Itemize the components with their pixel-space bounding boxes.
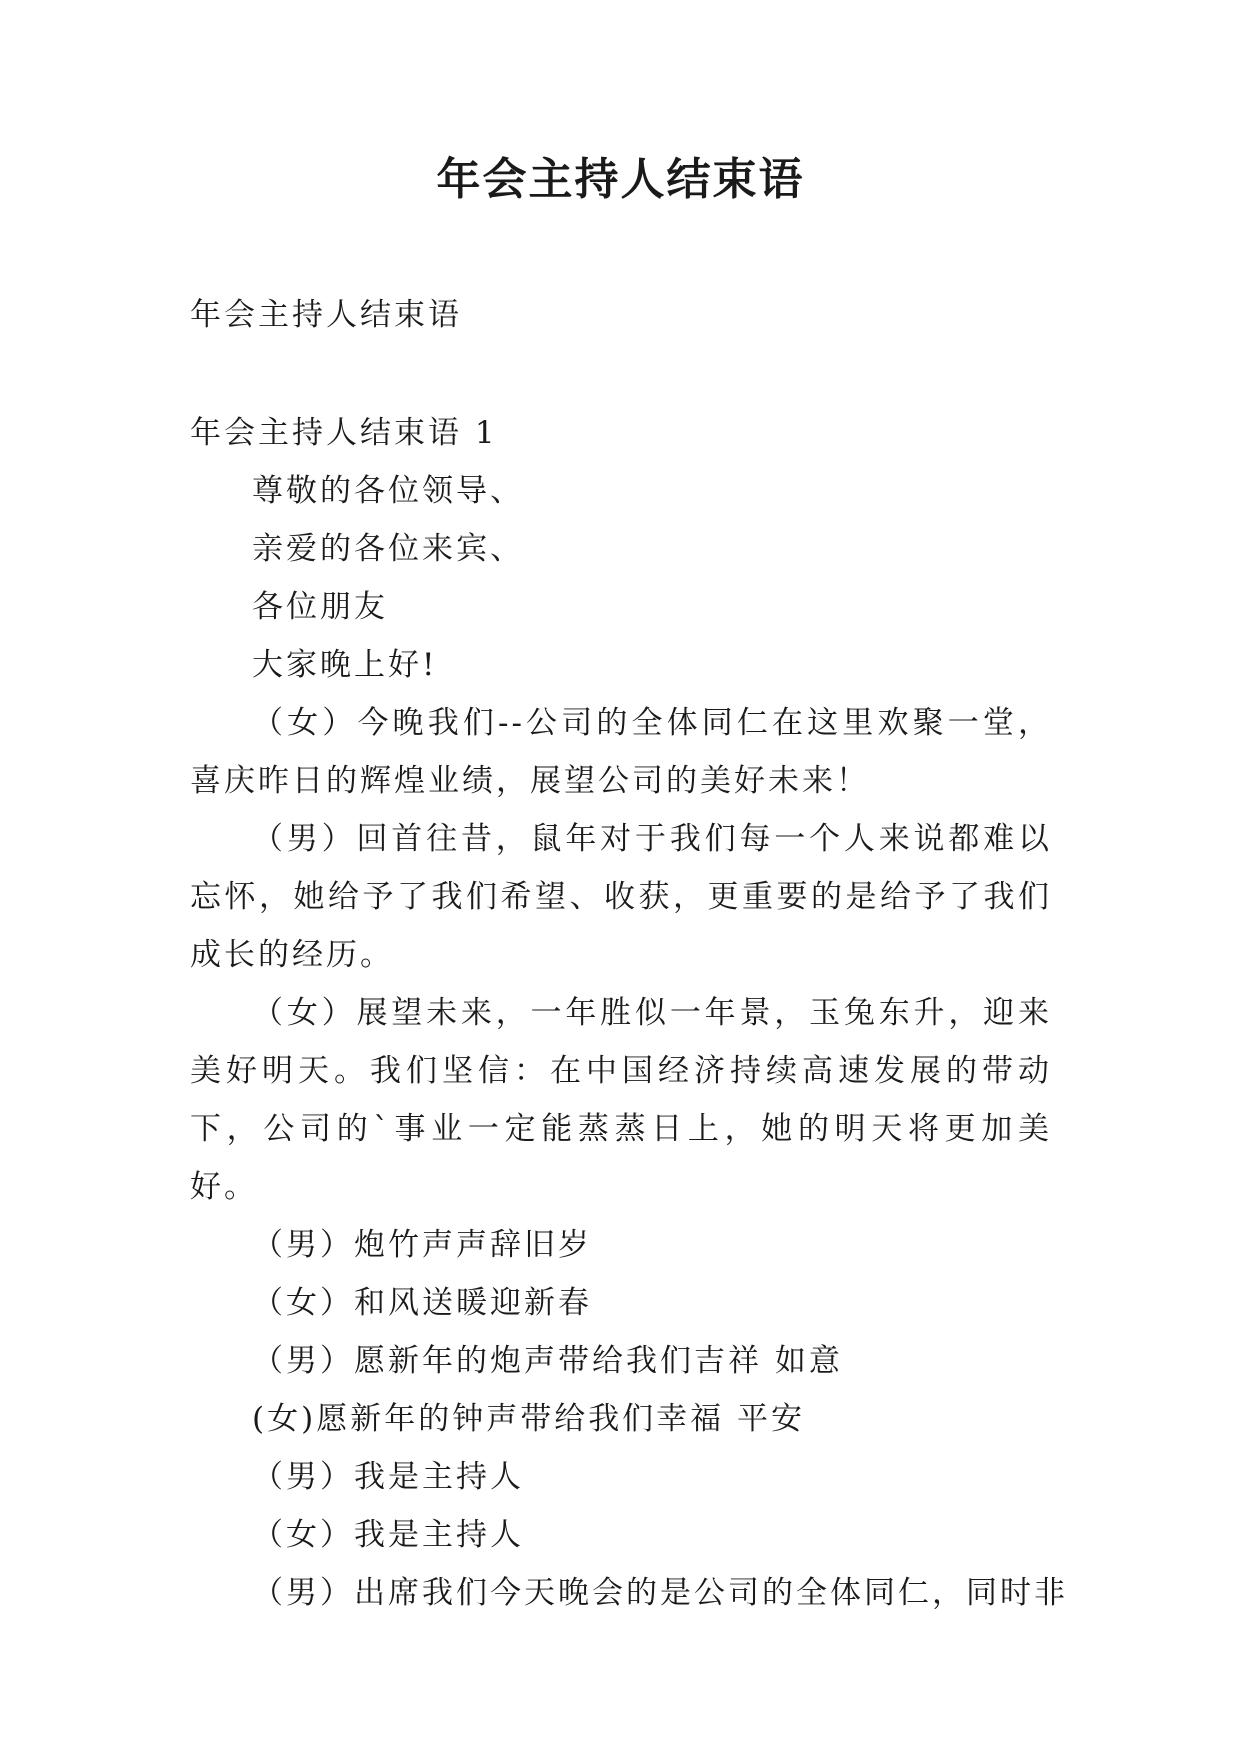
document-body (190, 462, 1068, 1622)
paragraph: 尊敬的各位领导、 (252, 473, 524, 509)
paragraph: (女)愿新年的钟声带给我们幸福 平安 (252, 1401, 806, 1437)
paragraph: （女）我是主持人 (252, 1517, 524, 1553)
section-heading: 年会主持人结束语 1 (190, 415, 498, 451)
paragraph: （女）展望未来，一年胜似一年景，玉兔东升，迎来美好明天。我们坚信：在中国经济持续高速发展的带动下，公司的`事业一定能蒸蒸日上，她的明天将更加美好。 (190, 995, 1052, 1205)
paragraph: （女）今晚我们--公司的全体同仁在这里欢聚一堂，喜庆昨日的辉煌业绩，展望公司的美好未来！ (190, 705, 1052, 799)
document-title: 年会主持人结束语 (436, 154, 805, 205)
paragraph: 亲爱的各位来宾、 (252, 531, 524, 567)
document-subtitle: 年会主持人结束语 (190, 297, 462, 333)
paragraph: （男）炮竹声声辞旧岁 (252, 1227, 592, 1263)
paragraph: （男）我是主持人 (252, 1459, 524, 1495)
paragraph: （男）出席我们今天晚会的是公司的全体同仁，同时非 (252, 1575, 1068, 1611)
paragraph: （男）愿新年的炮声带给我们吉祥 如意 (252, 1343, 843, 1379)
paragraph: （男）回首往昔，鼠年对于我们每一个人来说都难以忘怀，她给予了我们希望、收获，更重要的是给予了我们成长的经历。 (190, 821, 1052, 973)
paragraph: 大家晚上好! (252, 647, 438, 683)
paragraph: 各位朋友 (252, 589, 388, 625)
paragraph: （女）和风送暖迎新春 (252, 1285, 592, 1321)
